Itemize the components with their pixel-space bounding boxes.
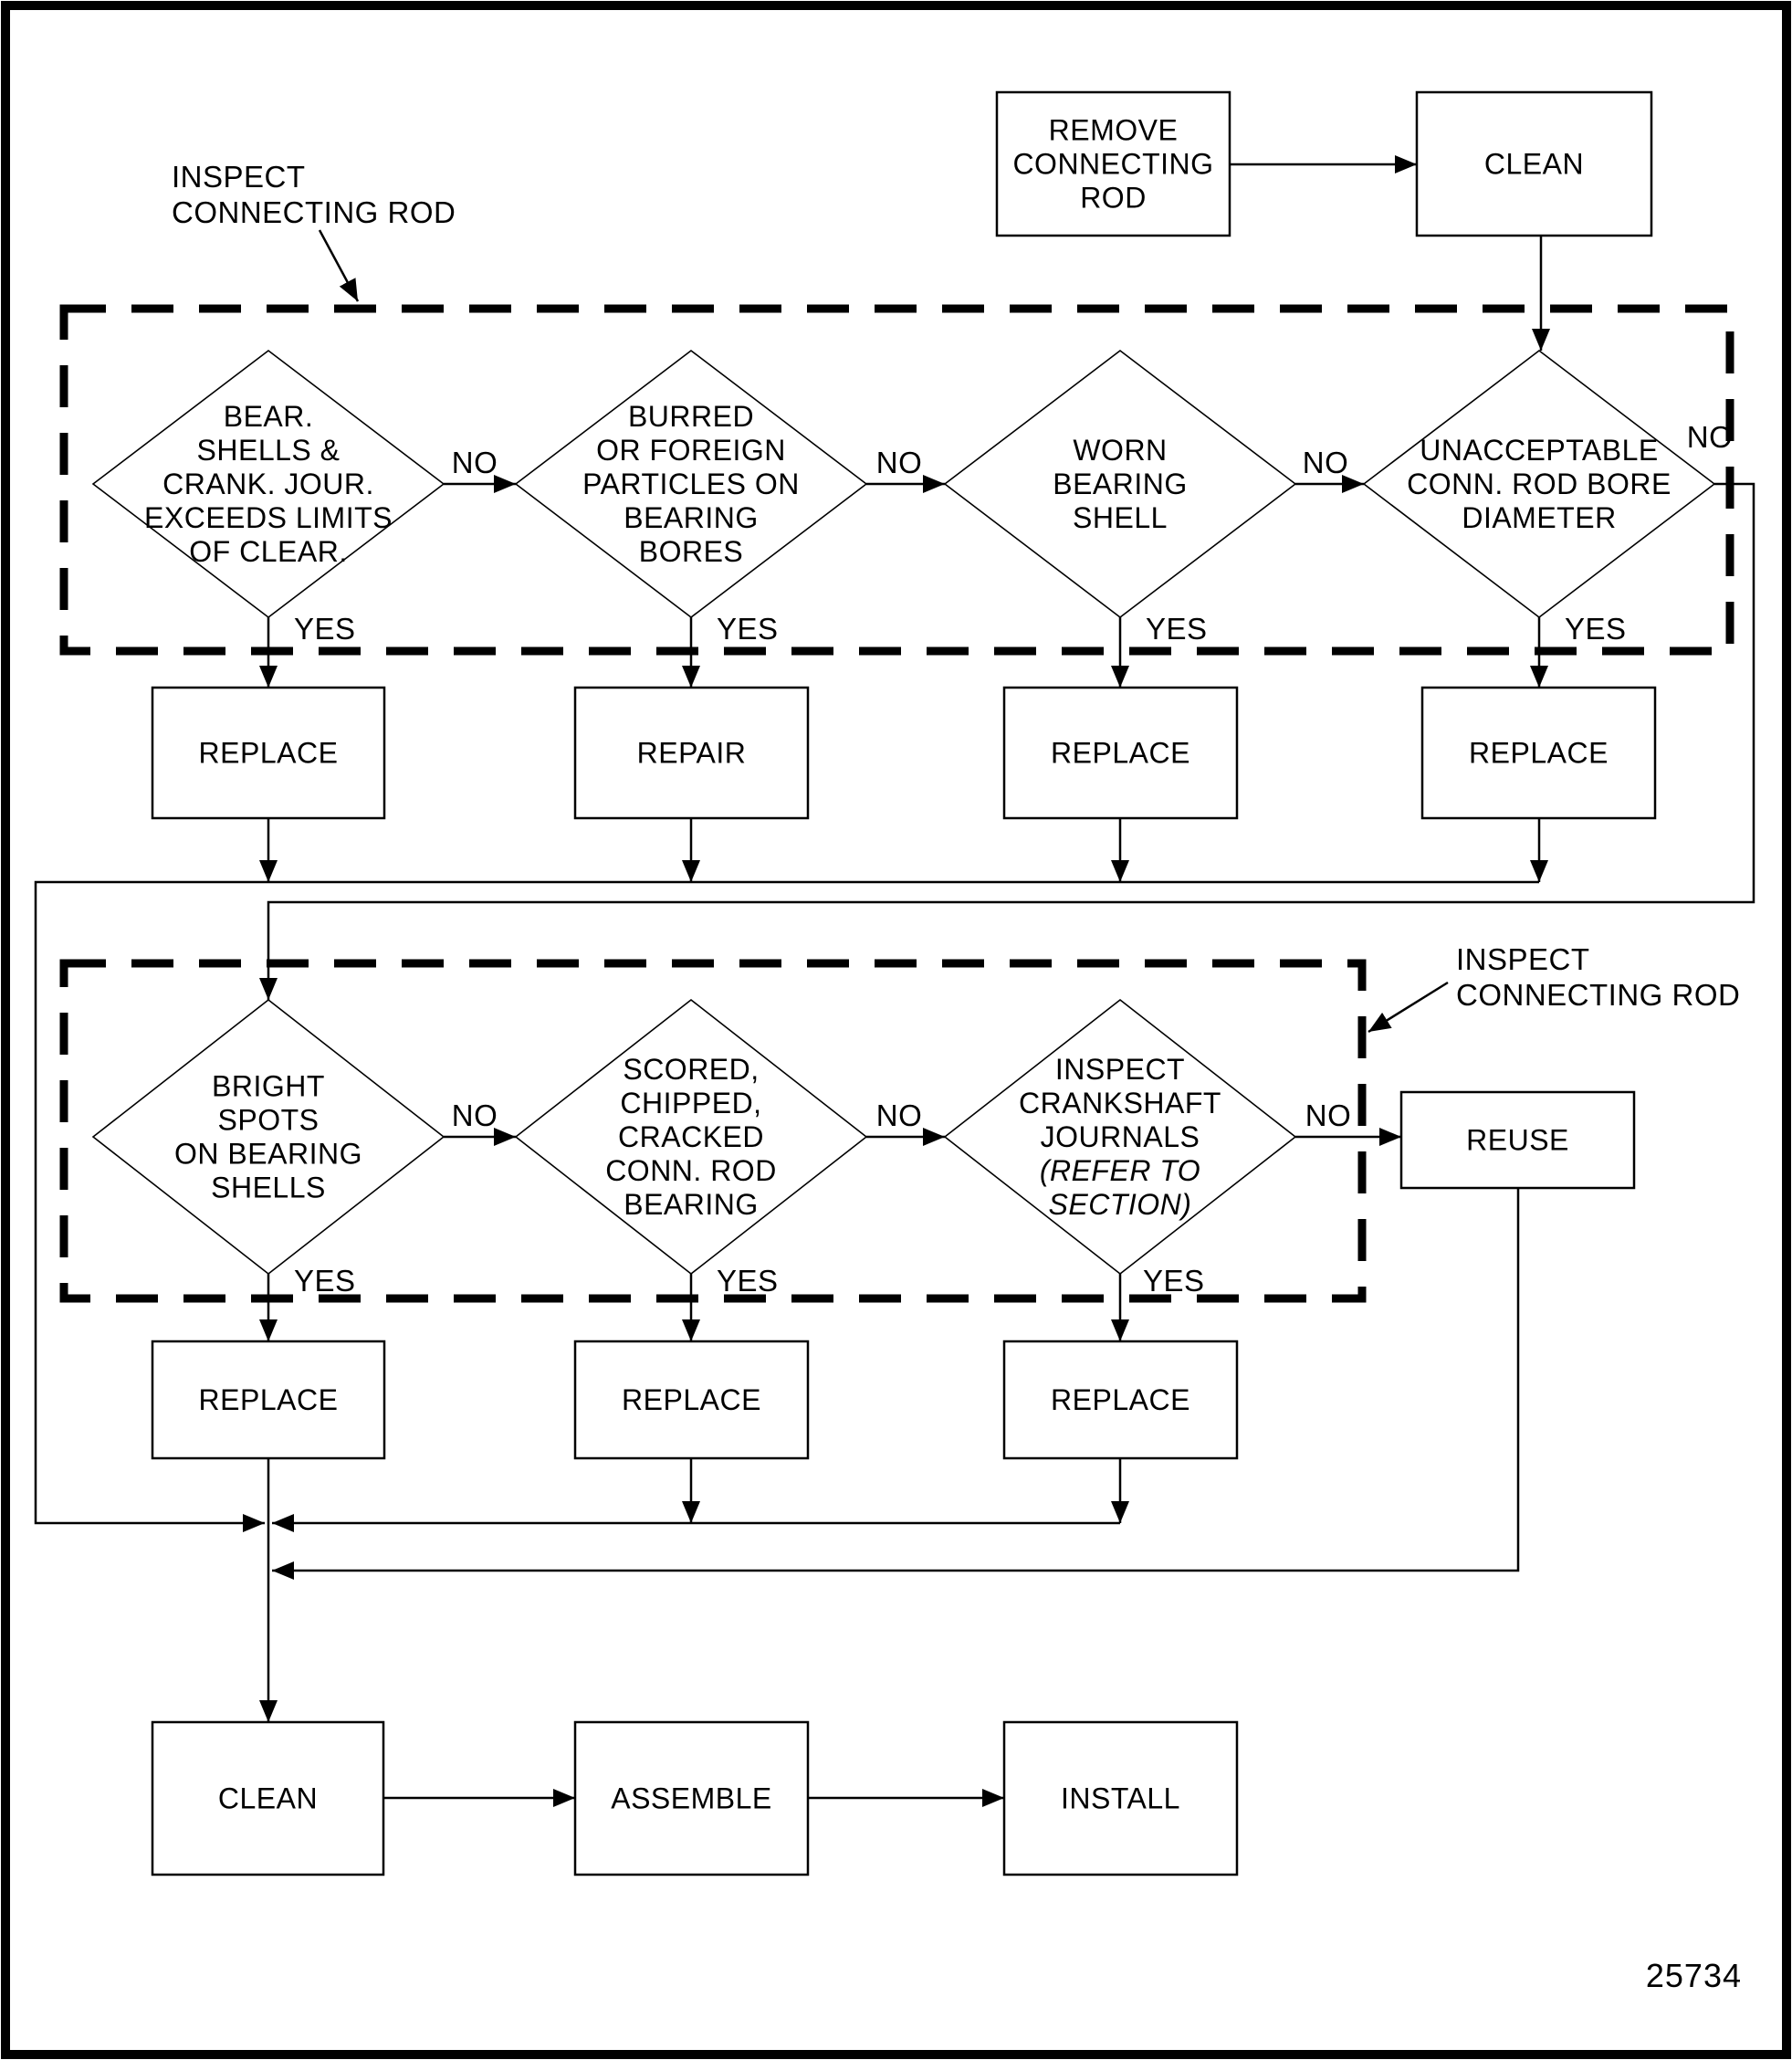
node-decision-burred-label: PARTICLES ON: [582, 468, 800, 500]
node-decision-clearance-label: BEAR.: [223, 400, 314, 433]
node-decision-burred-label: BEARING: [624, 501, 759, 534]
node-decision-burred-label: BURRED: [627, 400, 755, 433]
node-decision-crankshaft-journals-label: (REFER TO: [1039, 1154, 1201, 1187]
edge-label-no-0: NO: [451, 446, 498, 479]
inspect-connecting-rod-label-top: INSPECT: [172, 160, 306, 194]
edge-label-yes-13: YES: [1143, 1264, 1205, 1298]
node-decision-clearance-label: OF CLEAR.: [189, 535, 348, 568]
figure-number: 25734: [1645, 1957, 1742, 1994]
node-repair-label: REPAIR: [636, 736, 747, 770]
node-reuse-label: REUSE: [1466, 1123, 1569, 1157]
edge-label-no-2: NO: [1302, 446, 1349, 479]
node-decision-scored-label: CRACKED: [618, 1120, 764, 1153]
node-decision-bright-spots-label: SPOTS: [217, 1103, 320, 1137]
node-replace-1-label: REPLACE: [198, 736, 339, 770]
node-decision-clearance-label: CRANK. JOUR.: [162, 468, 374, 500]
edge-label-no-1: NO: [875, 446, 923, 479]
node-decision-worn-shell-label: BEARING: [1053, 468, 1188, 500]
node-decision-bright-spots-label: SHELLS: [211, 1171, 326, 1204]
inspect-connecting-rod-label-mid-arrow: [1368, 983, 1448, 1032]
node-remove-connecting-rod-label: CONNECTING: [1012, 147, 1214, 181]
node-decision-scored-label: CHIPPED,: [620, 1087, 762, 1119]
node-decision-scored-label: BEARING: [624, 1188, 759, 1221]
inspect-connecting-rod-label-mid: INSPECT: [1456, 942, 1590, 976]
node-decision-crankshaft-journals-label: JOURNALS: [1040, 1120, 1200, 1153]
node-replace-3-label: REPLACE: [1469, 736, 1609, 770]
edge-label-no-10: NO: [1305, 1098, 1352, 1132]
node-replace-4-label: REPLACE: [198, 1383, 339, 1416]
edge-label-yes-12: YES: [717, 1264, 779, 1298]
node-decision-bright-spots-label: BRIGHT: [212, 1069, 325, 1103]
node-decision-bright-spots-label: ON BEARING: [174, 1137, 362, 1171]
edge-label-yes-6: YES: [1146, 612, 1208, 646]
node-install-label: INSTALL: [1061, 1781, 1180, 1815]
node-remove-connecting-rod-label: REMOVE: [1048, 113, 1179, 147]
node-decision-scored-label: CONN. ROD: [605, 1154, 777, 1187]
inspect-connecting-rod-label-top-arrow: [320, 230, 358, 301]
node-replace-6-label: REPLACE: [1051, 1383, 1190, 1416]
node-replace-5-label: REPLACE: [622, 1383, 761, 1416]
node-clean-top-label: CLEAN: [1483, 147, 1585, 181]
connector-reuse-return-to-trunk: [272, 1188, 1518, 1571]
node-decision-crankshaft-journals-label: SECTION): [1048, 1188, 1192, 1221]
edge-label-yes-11: YES: [294, 1264, 356, 1298]
node-decision-bore-diameter-label: UNACCEPTABLE: [1420, 434, 1659, 467]
edge-label-no-9: NO: [875, 1098, 923, 1132]
node-decision-scored-label: SCORED,: [623, 1053, 760, 1086]
node-decision-crankshaft-journals-label: CRANKSHAFT: [1019, 1087, 1221, 1119]
inspect-connecting-rod-label-top: CONNECTING ROD: [172, 195, 456, 229]
edge-label-no-8: NO: [451, 1098, 498, 1132]
inspect-connecting-rod-label-mid: CONNECTING ROD: [1456, 978, 1741, 1012]
node-decision-clearance-label: SHELLS &: [196, 434, 341, 467]
node-decision-worn-shell-label: SHELL: [1073, 501, 1168, 534]
node-decision-burred-label: OR FOREIGN: [596, 434, 786, 467]
node-clean-bottom-label: CLEAN: [217, 1781, 319, 1815]
node-decision-bore-diameter-label: CONN. ROD BORE: [1407, 468, 1671, 500]
node-decision-burred-label: BORES: [638, 535, 744, 568]
node-decision-bore-diameter-label: DIAMETER: [1462, 501, 1617, 534]
edge-label-yes-7: YES: [1565, 612, 1627, 646]
node-remove-connecting-rod-label: ROD: [1080, 181, 1147, 215]
node-decision-worn-shell-label: WORN: [1073, 434, 1168, 467]
node-decision-clearance-label: EXCEEDS LIMITS: [144, 501, 393, 534]
edge-label-yes-5: YES: [717, 612, 779, 646]
edge-label-yes-4: YES: [294, 612, 356, 646]
node-decision-crankshaft-journals-label: INSPECT: [1054, 1053, 1186, 1086]
edge-label-no-3: NO: [1686, 420, 1734, 454]
node-assemble-label: ASSEMBLE: [611, 1781, 772, 1815]
node-replace-2-label: REPLACE: [1051, 736, 1190, 770]
